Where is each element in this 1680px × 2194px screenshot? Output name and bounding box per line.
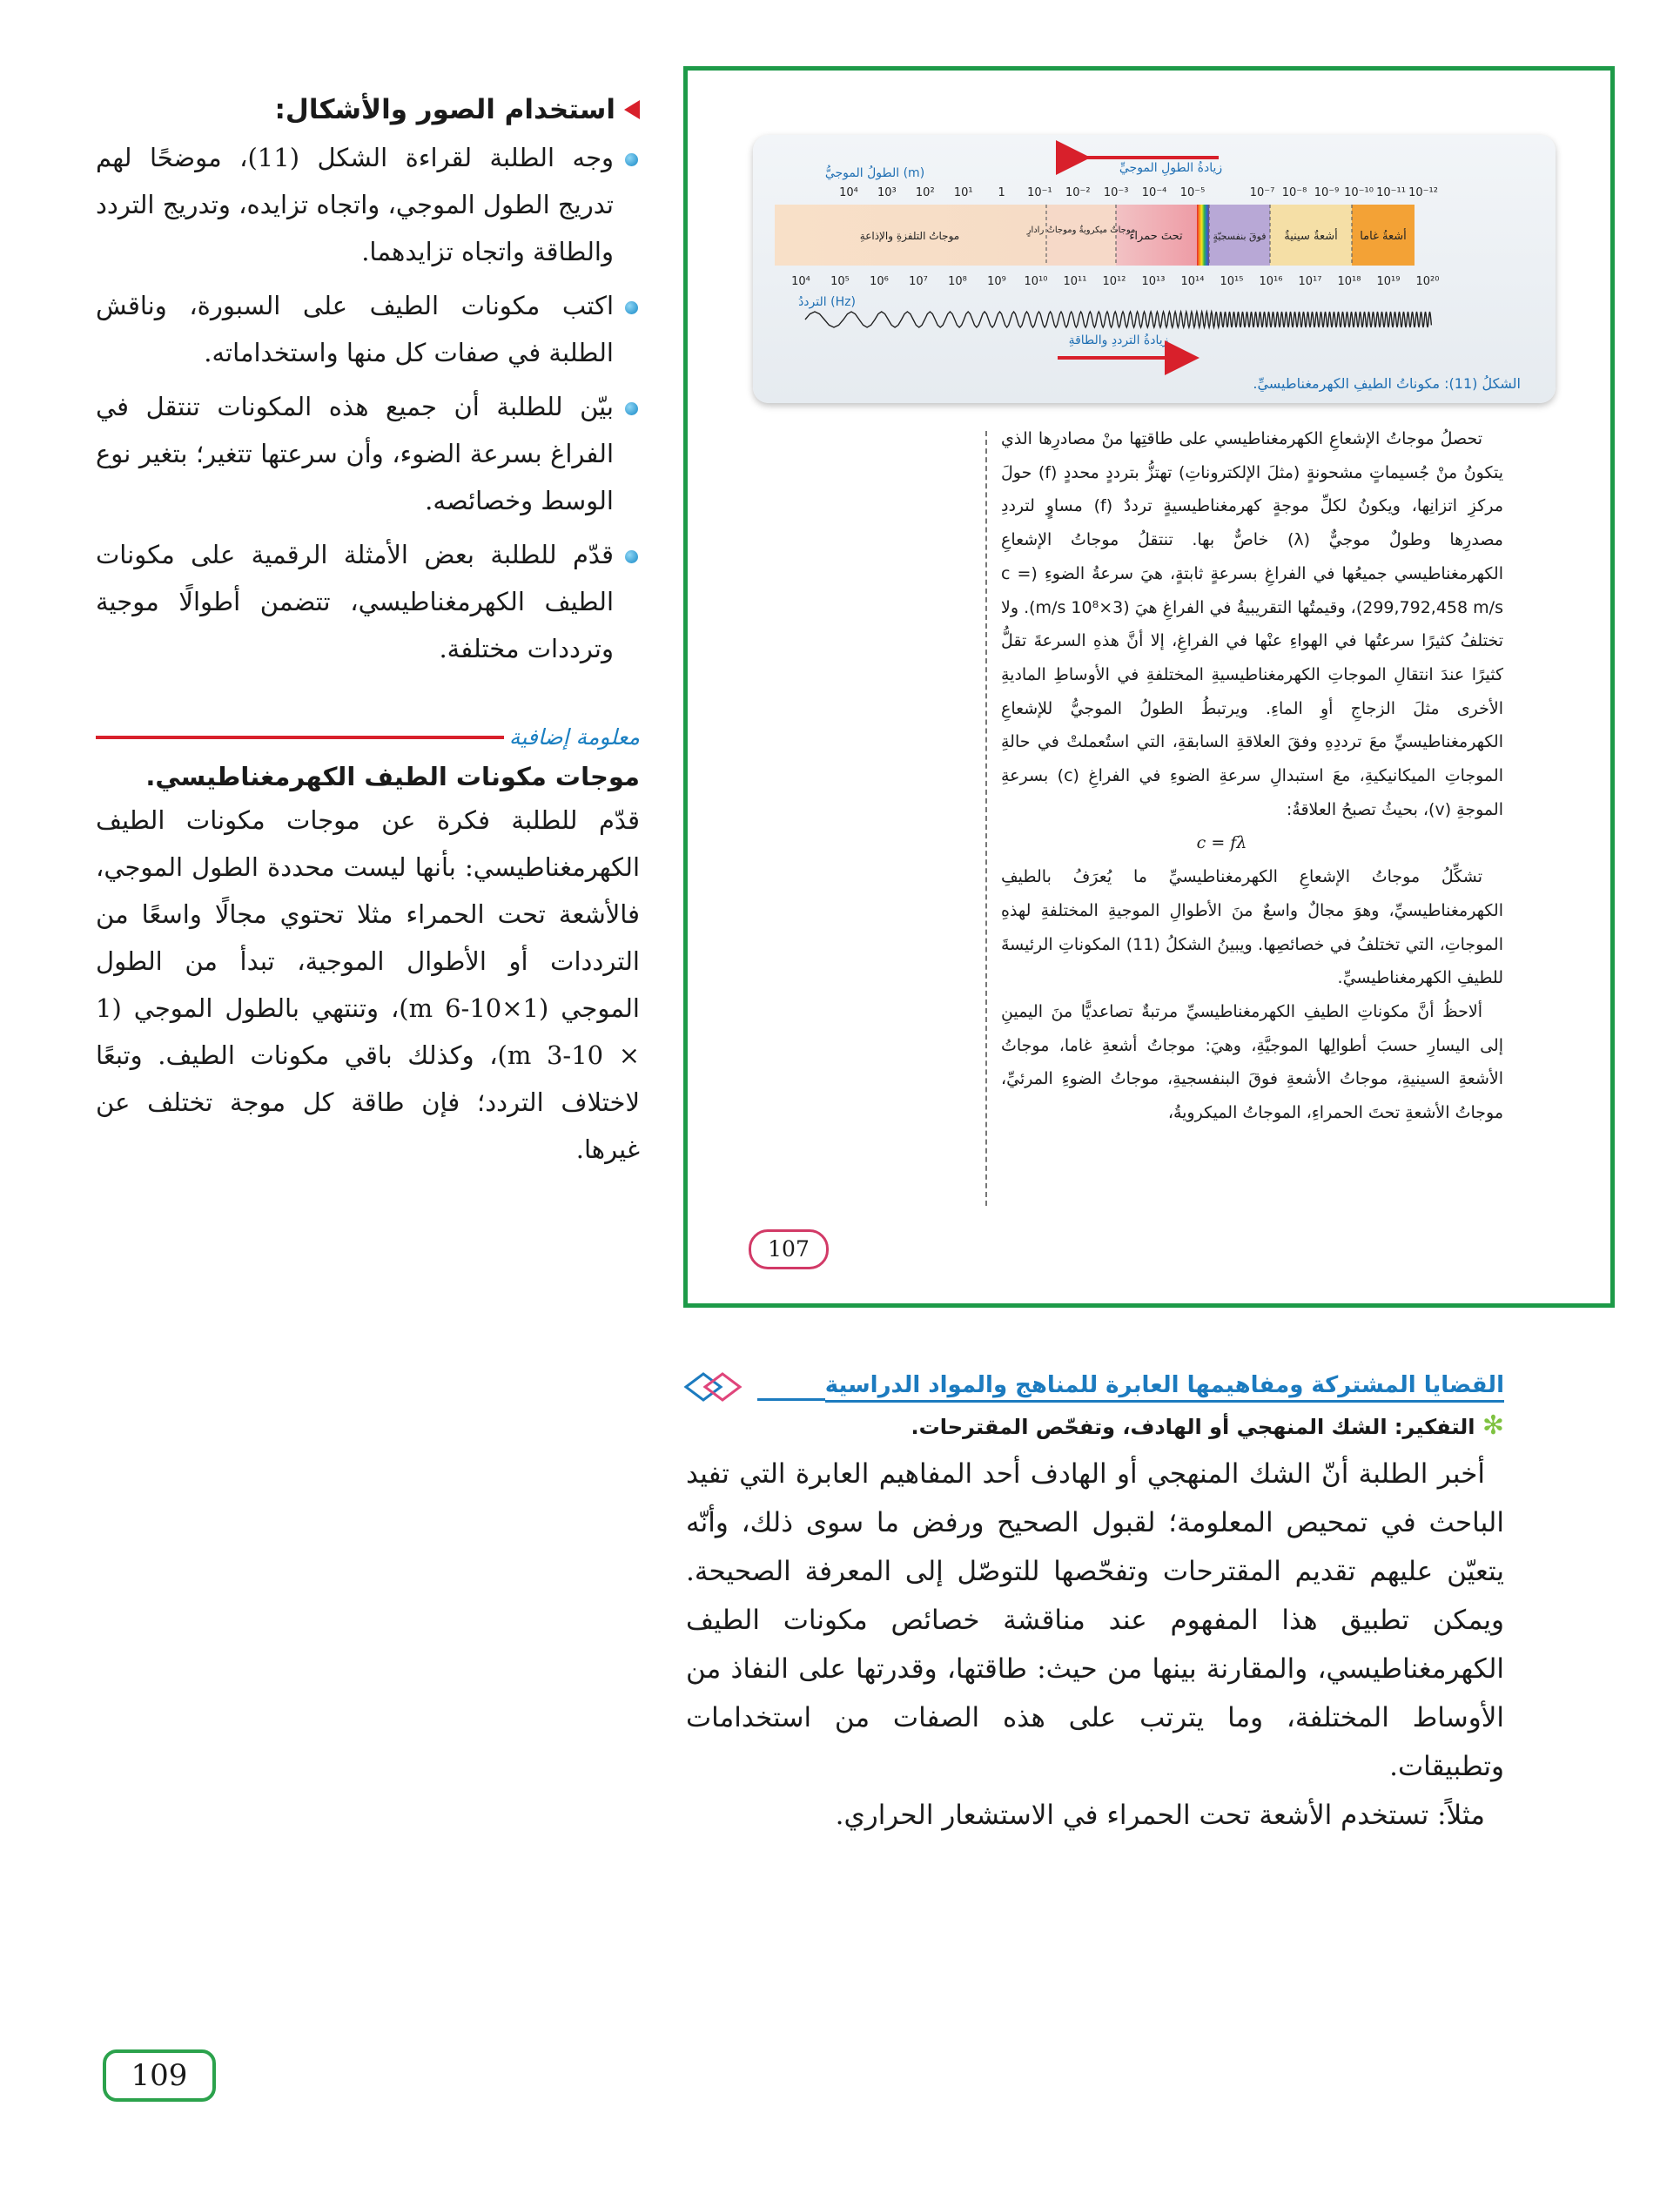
wavelength-tick-label: 10⁻³ [1103,186,1129,199]
frequency-tick-label: 10¹⁸ [1337,275,1361,288]
bullet-item [96,134,640,275]
wavelength-tick-label: 10⁻² [1065,186,1091,199]
wavelength-tick-label: 10⁻¹² [1408,186,1438,199]
page-number: 109 [103,2049,216,2102]
frequency-tick-label: 10¹⁷ [1298,275,1322,288]
triangle-marker-icon [624,100,640,119]
increasing-frequency-label: زيادةُ الترددِ والطاقةِ [1068,333,1169,347]
frequency-tick-label: 10⁹ [987,275,1006,288]
student-page-number: 107 [749,1229,829,1269]
cross-cutting-body [686,1450,1504,1840]
extra-info-body: قدّم للطلبة فكرة عن موجات مكونات الطيف الكهرمغناطيسي: بأنها ليست محددة الطول الموجي، فالأشعة تحت الحمراء مثلا تحتوي مجالًا واسعًا من الترددات أو الأطوال الموجية، تبدأ من الطول الموجي (1×10-6 m)، وتنتهي بالطول الموجي (1 × 10-3 m)، وكذلك باقي مكونات الطيف. وتبعًا لاختلاف التردد؛ فإن طاقة كل موجة تختلف عن غيرها. [96,805,640,1164]
frequency-tick-label: 10¹⁰ [1024,275,1048,288]
thinking-line [870,1410,1504,1441]
header-rule [757,1398,825,1401]
em-spectrum-figure [753,135,1556,403]
band-label-radio: موجاتُ التلفزةِ والإذاعةِ [859,230,960,242]
frequency-tick-label: 10¹⁹ [1376,275,1401,288]
band-label-microwave: موجاتٌ ميكرويةٌ وموجاتُ رادارٍ [1026,225,1136,235]
bullet-dot-icon [625,402,638,415]
band-label-xray: أشعةٌ سينيةٌ [1284,230,1338,243]
frequency-tick-label: 10¹¹ [1063,275,1087,288]
frequency-tick-label: 10¹³ [1141,275,1166,288]
band-label-gamma: أشعةُ غاما [1360,230,1407,243]
thinking-text: التفكير: الشك المنهجي أو الهادف، وتفحّص المقترحات. [911,1415,1475,1439]
wavelength-tick-label: 10³ [877,186,897,199]
frequency-ticks [791,275,1439,288]
paragraph: تحصلُ موجاتُ الإشعاعِ الكهرمغناطيسي على طاقتِها منْ مصادرِها الذي يتكونُ منْ جُسيماتٍ مشحونةٍ (مثلَ الإلكتروناتِ) تهتزُّ بترددٍ محددٍ (f) حولَ مركزِ اتزانِها، ويكونُ لكلِّ موجةٍ كهرمغناطيسيةٍ ترددٌ (f) مساوٍ لترددِ مصدرِها وطولٌ موجيٌّ (λ) خاصٌّ بها. تنتقلُ موجاتُ الإشعاعِ الكهرمغناطيسي جميعُها في الفراغِ بسرعةٍ ثابتةٍ، هيَ سرعةُ الضوءِ (c = 299,792,458 m/s)، وقيمتُها التقريبيةُ في الفراغِ هيَ (3×10⁸ m/s). ولا تختلفُ كثيرًا سرعتُها في الهواءِ عنْها في الفراغِ، إلا أنَّ هذهِ السرعةَ تقلُّ كثيرًا عندَ انتقالِ الموجاتِ الكهرمغناطيسيةِ المختلفةِ في الأوساطِ الماديةِ الأخرى مثلَ الزجاجِ أوِ الماءِ. ويرتبطُ الطولُ الموجيُّ للإشعاعِ الكهرمغناطيسيِّ معَ ترددِهِ وفقَ العلاقةِ السابقةِ، التي استُعملتْ في حالةِ الموجاتِ الميكانيكيةِ، معَ استبدالِ سرعةِ الضوءِ في الفراغِ (c) بسرعةِ الموجةِ (v)، بحيثُ تصبحُ العلاقةُ: [1001,429,1503,819]
bullet-dot-icon [625,550,638,563]
divider-line [96,736,504,739]
frequency-tick-label: 10¹⁶ [1259,275,1283,288]
student-body-text [1001,422,1503,1130]
bullet-text: بيّن للطلبة أن جميع هذه المكونات تنتقل في الفراغ بسرعة الضوء، وأن سرعتها تتغير؛ بتغير نوع الوسط وخصائصه. [96,392,614,515]
asterisk-icon: ✻ [1482,1410,1504,1441]
increasing-wavelength-label: زيادةُ الطولِ الموجيِّ [1119,161,1223,175]
wavelength-tick-label: 10⁴ [839,186,858,199]
bullet-item [96,282,640,376]
frequency-tick-label: 10⁵ [830,275,850,288]
teacher-notes [96,94,640,1173]
paragraph: أخبر الطلبة أنّ الشك المنهجي أو الهادف أحد المفاهيم العابرة التي تفيد الباحث في تمحيص المعلومة؛ لقبول الصحيح ورفض ما سوى ذلك، وأنّه يتعيّن عليهم تقديم المقترحات وتفحّصها للتوصّل إلى المعرفة الصحيحة. ويمكن تطبيق هذا المفهوم عند مناقشة خصائص مكونات الطيف الكهرمغناطيسي، والمقارنة بينها من حيث: طاقتها، وقدرتها على النفاذ من الأوساط المختلفة، وما يترتب على هذه الصفات من استخدامات وتطبيقات. [686,1458,1504,1782]
extra-info-subtitle: موجات مكونات الطيف الكهرمغناطيسي. [145,762,640,791]
heading-text: استخدام الصور والأشكال: [274,94,615,125]
bullet-item [96,383,640,524]
wavelength-tick-label: 10⁻⁹ [1314,186,1340,199]
extra-info-header [96,724,640,750]
wavelength-tick-label: 10⁻⁸ [1281,186,1307,199]
wavelength-tick-label: 10² [915,186,935,199]
spectrum-diagram [753,135,1556,403]
band-label-ultraviolet: فوقَ بنفسجيّةٍ [1213,231,1267,242]
frequency-tick-label: 10⁴ [791,275,810,288]
wave-illustration [805,312,1431,327]
frequency-tick-label: 10⁷ [909,275,928,288]
interlocking-diamonds-icon [679,1367,757,1407]
bullet-text: اكتب مكونات الطيف على السبورة، وناقش الطلبة في صفات كل منها واستخداماته. [96,291,614,367]
wavelength-tick-label: 10⁻⁷ [1249,186,1275,199]
figure-caption: الشكلُ (11): مكوناتُ الطيفِ الكهرمغناطيسيِّ. [1253,375,1521,392]
wavelength-ticks [839,186,1438,199]
bullet-dot-icon [625,153,638,166]
wavelength-tick-label: 10¹ [953,186,973,199]
band-label-infrared: تحتَ حمراءَ [1129,230,1183,243]
frequency-tick-label: 10⁸ [948,275,967,288]
margin-dashed-line [985,431,987,1206]
paragraph: تشكِّلُ موجاتُ الإشعاعِ الكهرمغناطيسيِّ ما يُعرَفُ بالطيفِ الكهرمغناطيسيِّ، وهوَ مجالٌ واسعٌ منَ الأطوالِ الموجيةِ المختلفةِ لهذهِ الموجاتِ، التي تختلفُ في خصائصِها. ويبينُ الشكلُ (11) المكوناتِ الرئيسةَ للطيفِ الكهرمغناطيسيِّ. [1001,867,1503,988]
frequency-tick-label: 10²⁰ [1415,275,1440,288]
band-microwave [1046,205,1116,266]
wavelength-tick-label: 10⁻¹⁰ [1344,186,1374,199]
frequency-tick-label: 10¹⁵ [1220,275,1244,288]
section-heading [96,94,640,125]
frequency-tick-label: 10⁶ [870,275,889,288]
wavelength-tick-label: 10⁻⁴ [1141,186,1167,199]
bullet-dot-icon [625,301,638,314]
cross-cutting-title: القضايا المشتركة ومفاهيمها العابرة للمناهج والمواد الدراسية [825,1372,1504,1403]
wavelength-axis-label: (m) الطولُ الموجيُّ [824,166,925,180]
wavelength-tick-label: 10⁻¹¹ [1376,186,1406,199]
band-visible [1197,205,1209,266]
extra-info-title: معلومة إضافية [508,724,640,750]
frequency-tick-label: 10¹⁴ [1180,275,1205,288]
cross-cutting-header [679,1367,1504,1407]
example-line: مثلاً: تستخدم الأشعة تحت الحمراء في الاستشعار الحراري. [835,1800,1485,1831]
bullet-item [96,531,640,672]
wavelength-tick-label: 10⁻⁵ [1179,186,1206,199]
bullet-text: قدّم للطلبة بعض الأمثلة الرقمية على مكونات الطيف الكهرمغناطيسي، تتضمن أطوالًا موجية وترددات مختلفة. [96,540,614,663]
wavelength-tick-label: 1 [998,186,1005,199]
wavelength-tick-label: 10⁻¹ [1027,186,1052,199]
equation: c = fλ [1196,833,1247,853]
bullet-text: وجه الطلبة لقراءة الشكل (11)، موضحًا لهم تدريج الطول الموجي، واتجاه تزايده، وتدريج التردد والطاقة واتجاه تزايدهما. [96,143,614,266]
frequency-axis-label: (Hz) الترددُ [798,295,856,309]
frequency-tick-label: 10¹² [1102,275,1126,288]
paragraph: ألاحظُ أنَّ مكوناتِ الطيفِ الكهرمغناطيسيِّ مرتبةٌ تصاعديًّا منَ اليمينِ إلى اليسارِ حسبَ أطوالِها الموجيَّةِ، وهيَ: موجاتُ أشعةِ غاما، موجاتُ الأشعةِ السينيةِ، موجاتُ الأشعةِ فوقَ البنفسجيةِ، موجاتُ الضوءِ المرئيِّ، موجاتُ الأشعةِ تحتَ الحمراءِ، الموجاتُ الميكرويةُ، [1001,1001,1503,1123]
